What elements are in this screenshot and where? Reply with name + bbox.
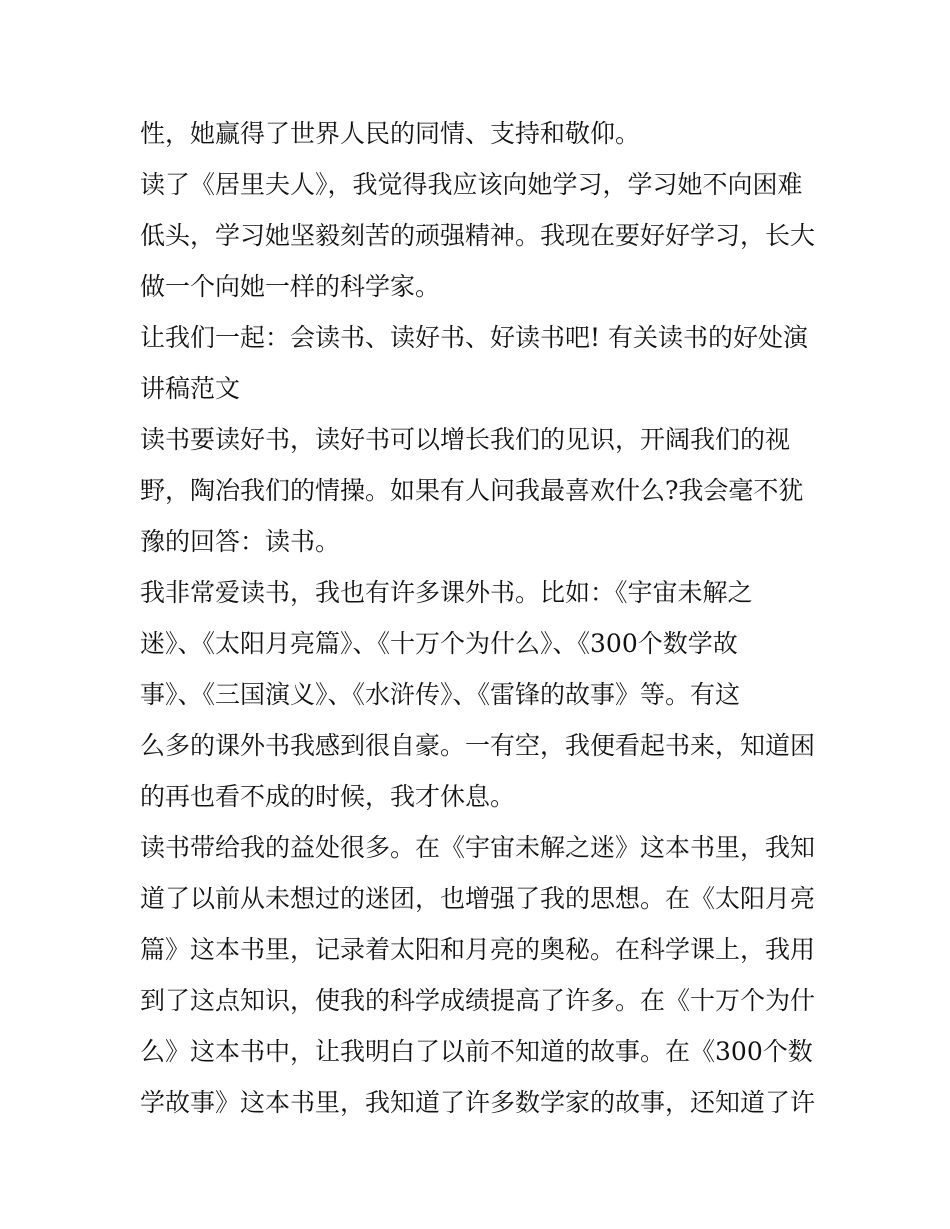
text-line: 讲稿范文 <box>140 374 241 403</box>
text-line: 么多的课外书我感到很自豪。一有空，我便看起书来，知道困 <box>140 731 816 760</box>
document-body <box>140 108 820 1128</box>
text-line: 读书带给我的益处很多。在《宇宙未解之迷》这本书里，我知 <box>140 833 816 862</box>
text-line: 篇》这本书里，记录着太阳和月亮的奥秘。在科学课上，我用 <box>140 935 816 964</box>
text-line: 迷》、《太阳月亮篇》、《十万个为什么》、《300个数学故 <box>140 629 738 658</box>
text-line: 性，她赢得了世界人民的同情、支持和敬仰。 <box>140 119 641 148</box>
text-line: 豫的回答：读书。 <box>140 527 341 556</box>
text-line: 的再也看不成的时候，我才休息。 <box>140 782 516 811</box>
text-line: 么》这本书中，让我明白了以前不知道的故事。在《300个数 <box>140 1037 813 1066</box>
text-line: 我非常爱读书，我也有许多课外书。比如：《宇宙未解之 <box>140 578 753 607</box>
text-line: 学故事》这本书里，我知道了许多数学家的故事，还知道了许 <box>140 1088 816 1117</box>
text-line: 到了这点知识，使我的科学成绩提高了许多。在《十万个为什 <box>140 986 816 1015</box>
text-line: 事》、《三国演义》、《水浒传》、《雷锋的故事》等。有这 <box>140 680 741 709</box>
text-line: 让我们一起：会读书、读好书、好读书吧! 有关读书的好处演 <box>140 323 808 352</box>
text-line: 道了以前从未想过的迷团，也增强了我的思想。在《太阳月亮 <box>140 884 816 913</box>
text-line: 野，陶冶我们的情操。如果有人问我最喜欢什么?我会毫不犹 <box>140 476 804 505</box>
text-line: 读书要读好书，读好书可以增长我们的见识，开阔我们的视 <box>140 425 791 454</box>
text-line: 做一个向她一样的科学家。 <box>140 272 441 301</box>
text-line: 读了《居里夫人》，我觉得我应该向她学习，学习她不向困难 <box>140 170 803 199</box>
text-line: 低头，学习她坚毅刻苦的顽强精神。我现在要好好学习，长大 <box>140 221 816 250</box>
